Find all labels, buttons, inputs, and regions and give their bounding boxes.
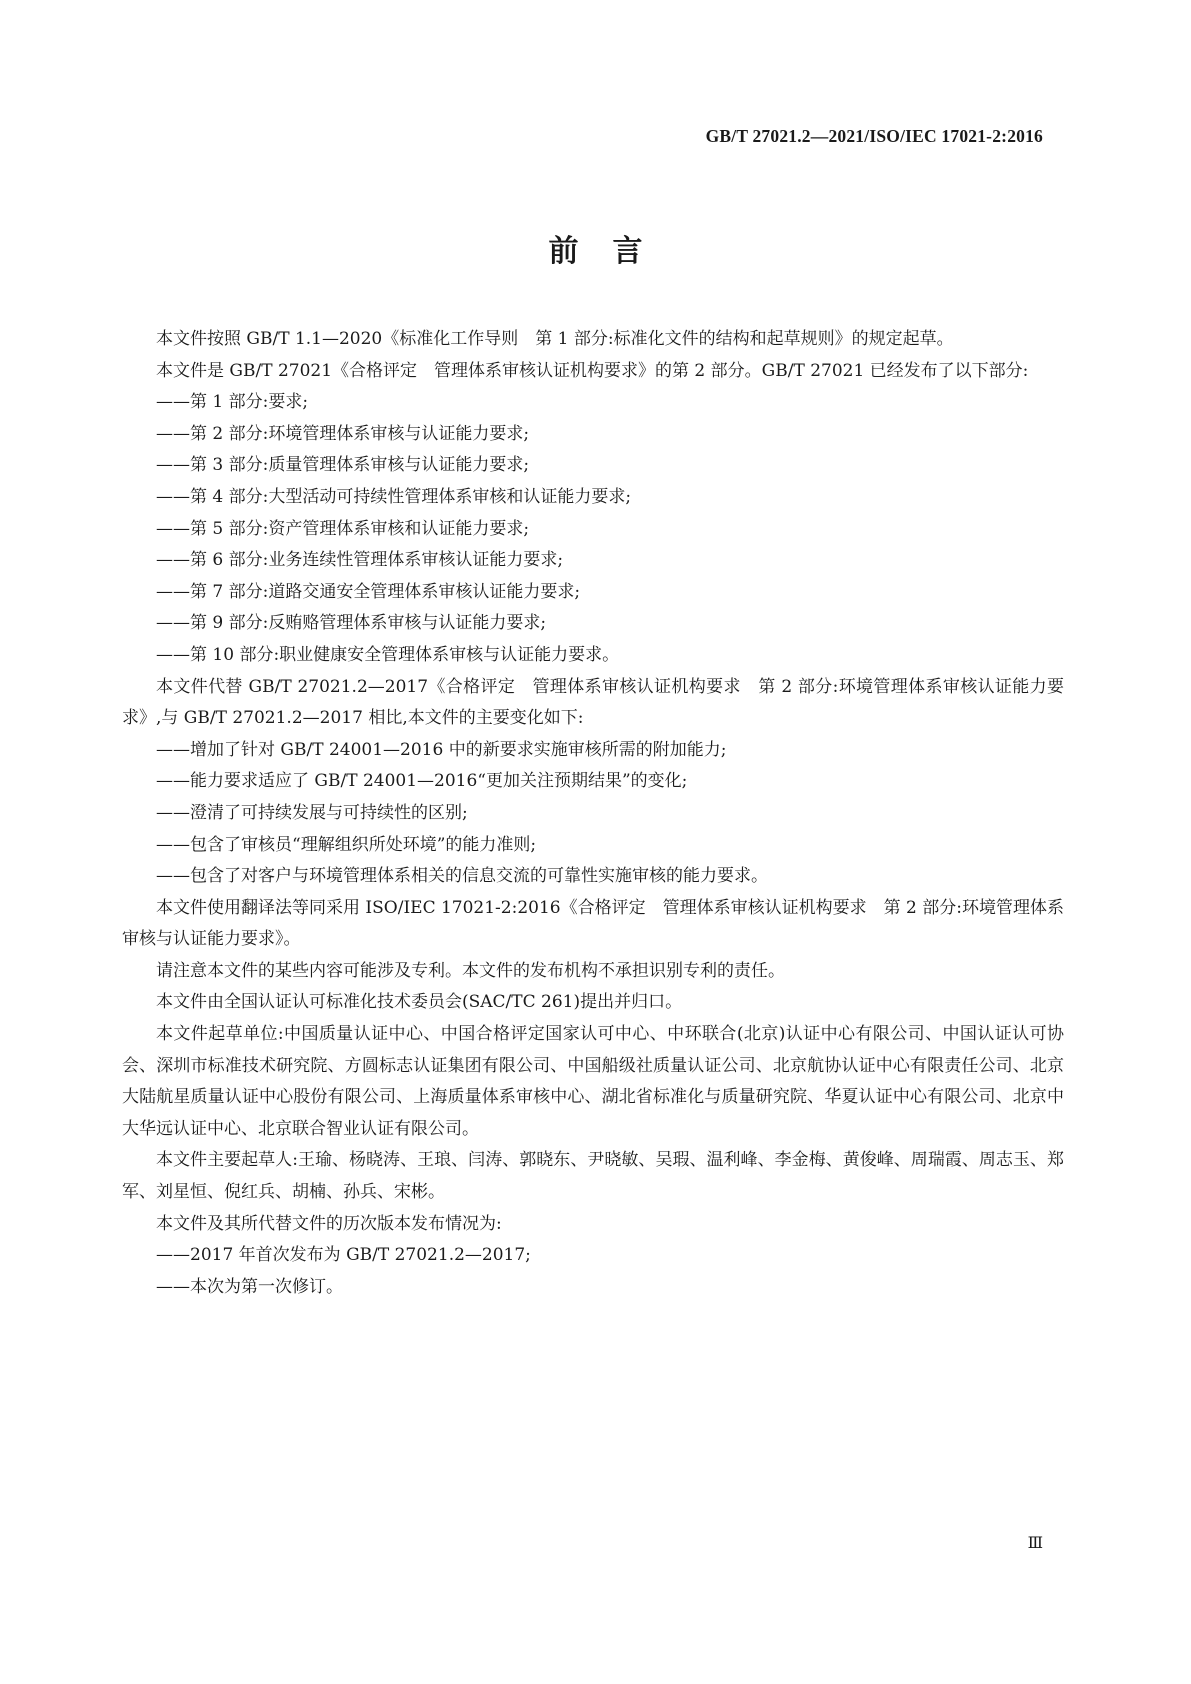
- list-item: ——澄清了可持续发展与可持续性的区别;: [156, 802, 468, 823]
- list-item: ——第 10 部分:职业健康安全管理体系审核与认证能力要求。: [156, 644, 620, 665]
- paragraph: 请注意本文件的某些内容可能涉及专利。本文件的发布机构不承担识别专利的责任。: [156, 960, 785, 981]
- paragraph: 本文件使用翻译法等同采用 ISO/IEC 17021-2:2016《合格评定 管理体系审核认证机构要求 第 2 部分:环境管理体系审核与认证能力要求》。: [122, 897, 1064, 950]
- paragraph: 本文件按照 GB/T 1.1—2020《标准化工作导则 第 1 部分:标准化文件的结构和起草规则》的规定起草。: [156, 329, 954, 349]
- page-number: Ⅲ: [1027, 1535, 1043, 1552]
- list-item: ——2017 年首次发布为 GB/T 27021.2—2017;: [156, 1245, 531, 1266]
- list-item: ——第 9 部分:反贿赂管理体系审核与认证能力要求;: [156, 613, 547, 634]
- paragraph: 本文件是 GB/T 27021《合格评定 管理体系审核认证机构要求》的第 2 部分。GB/T 27021 已经发布了以下部分:: [156, 360, 1029, 381]
- paragraph: 本文件代替 GB/T 27021.2—2017《合格评定 管理体系审核认证机构要求 第 2 部分:环境管理体系审核认证能力要求》,与 GB/T 27021.2—2017 相比,本文件的主要变化如下:: [122, 676, 1064, 729]
- paragraph: 本文件起草单位:中国质量认证中心、中国合格评定国家认可中心、中环联合(北京)认证中心有限公司、中国认证认可协会、深圳市标准技术研究院、方圆标志认证集团有限公司、中国船级社质量认证公司、北京航协认证中心有限责任公司、北京大陆航星质量认证中心股份有限公司、上海质量体系审核中心、湖北省标准化与质量研究院、华夏认证中心有限公司、北京中大华远认证中心、北京联合智业认证有限公司。: [122, 1024, 1064, 1139]
- standard-number-header: GB/T 27021.2—2021/ISO/IEC 17021-2:2016: [705, 126, 1043, 146]
- list-item: ——能力要求适应了 GB/T 24001—2016“更加关注预期结果”的变化;: [156, 771, 688, 792]
- paragraph: 本文件及其所代替文件的历次版本发布情况为:: [156, 1213, 502, 1234]
- list-item: ——第 5 部分:资产管理体系审核和认证能力要求;: [156, 518, 530, 539]
- list-item: ——第 6 部分:业务连续性管理体系审核认证能力要求;: [156, 550, 564, 571]
- list-item: ——包含了审核员“理解组织所处环境”的能力准则;: [156, 834, 537, 855]
- list-item: ——第 3 部分:质量管理体系审核与认证能力要求;: [156, 455, 530, 476]
- list-item: ——本次为第一次修订。: [156, 1276, 343, 1297]
- paragraph: 本文件主要起草人:王瑜、杨晓涛、王琅、闫涛、郭晓东、尹晓敏、吴瑕、温利峰、李金梅、黄俊峰、周瑞霞、周志玉、郑军、刘星恒、倪红兵、胡楠、孙兵、宋彬。: [122, 1150, 1064, 1203]
- list-item: ——第 1 部分:要求;: [156, 392, 309, 413]
- paragraph: 本文件由全国认证认可标准化技术委员会(SAC/TC 261)提出并归口。: [156, 992, 683, 1013]
- page-title: 前言: [548, 234, 677, 269]
- list-item: ——第 2 部分:环境管理体系审核与认证能力要求;: [156, 423, 530, 444]
- list-item: ——增加了针对 GB/T 24001—2016 中的新要求实施审核所需的附加能力;: [156, 739, 727, 760]
- preface-body: [122, 324, 1064, 1303]
- list-item: ——第 4 部分:大型活动可持续性管理体系审核和认证能力要求;: [156, 486, 632, 507]
- list-item: ——包含了对客户与环境管理体系相关的信息交流的可靠性实施审核的能力要求。: [156, 866, 768, 887]
- list-item: ——第 7 部分:道路交通安全管理体系审核认证能力要求;: [156, 581, 581, 602]
